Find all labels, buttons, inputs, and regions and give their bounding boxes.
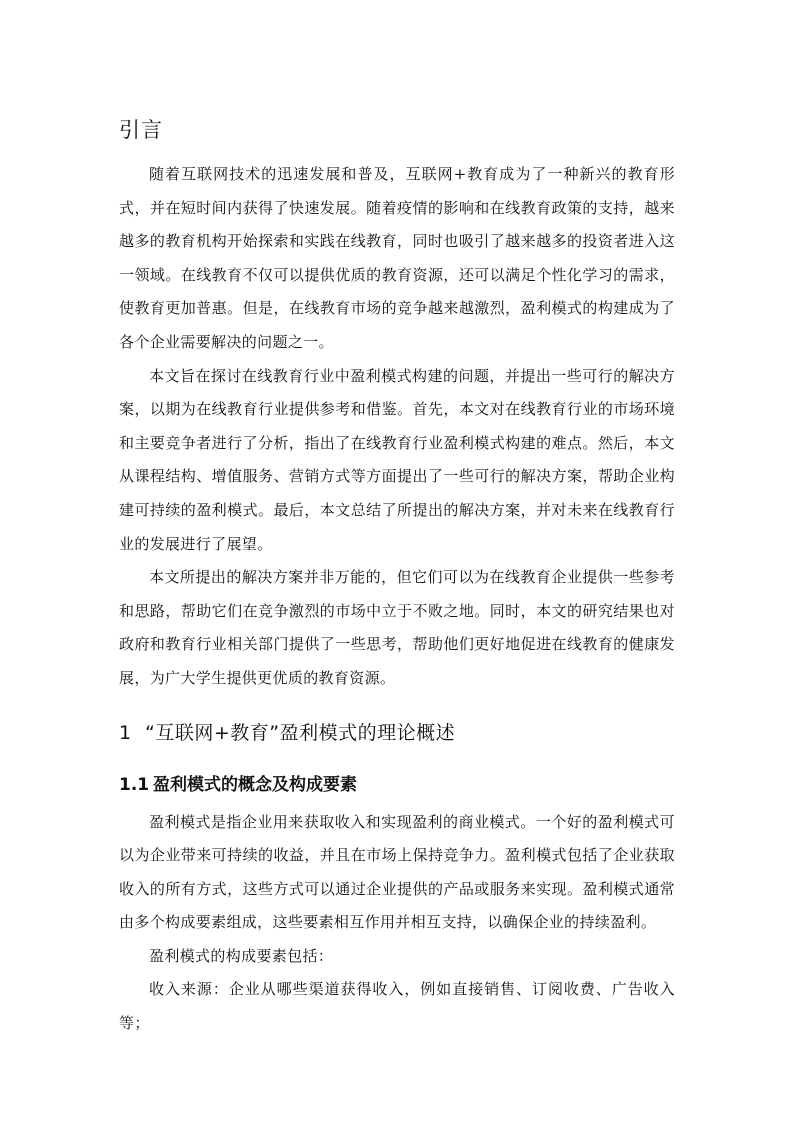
section-1-1-paragraph-3: 收入来源：企业从哪些渠道获得收入，例如直接销售、订阅收费、广告收入等；: [119, 980, 675, 1033]
intro-paragraph-1: 随着互联网技术的迅速发展和普及，互联网+教育成为了一种新兴的教育形式，并在短时间内获得了快速发展。随着疫情的影响和在线教育政策的支持，越来越多的教育机构开始探索和实践在线教育，同时也吸引了越来越多的投资者进入这一领域。在线教育不仅可以提供优质的教育资源，还可以满足个性化学习的需求，使教育更加普惠。但是，在线教育市场的竞争越来越激烈，盈利模式的构建成为了各个企业需要解决的问题之一。: [119, 165, 675, 351]
section-1-1-title: 盈利模式的概念及构成要素: [153, 774, 357, 795]
intro-paragraph-2: 本文旨在探讨在线教育行业中盈利模式构建的问题，并提出一些可行的解决方案，以期为在线教育行业提供参考和借鉴。首先，本文对在线教育行业的市场环境和主要竞争者进行了分析，指出了在线教育行业盈利模式构建的难点。然后，本文从课程结构、增值服务、营销方式等方面提出了一些可行的解决方案，帮助企业构建可持续的盈利模式。最后，本文总结了所提出的解决方案，并对未来在线教育行业的发展进行了展望。: [119, 366, 675, 553]
intro-heading: 引言: [119, 118, 163, 142]
section-1-1-heading: [119, 768, 675, 802]
section-1-number: 1: [119, 721, 132, 744]
page-content: [119, 110, 675, 1041]
intro-paragraph-3: 本文所提出的解决方案并非万能的，但它们可以为在线教育企业提供一些参考和思路，帮助它们在竞争激烈的市场中立于不败之地。同时，本文的研究结果也对政府和教育行业相关部门提供了一些思考，帮助他们更好地促进在线教育的健康发展，为广大学生提供更优质的教育资源。: [119, 568, 675, 687]
section-1-1-paragraph-2: 盈利模式的构成要素包括：: [149, 946, 334, 965]
section-1-1-number: 1.1: [119, 774, 150, 795]
section-1-1-body: [119, 806, 675, 1041]
intro-body: [119, 158, 675, 696]
section-1-title: “互联网+教育”盈利模式的理论概述: [145, 721, 456, 744]
section-1-1-paragraph-1: 盈利模式是指企业用来获取收入和实现盈利的商业模式。一个好的盈利模式可以为企业带来可持续的收益，并且在市场上保持竞争力。盈利模式包括了企业获取收入的所有方式，这些方式可以通过企业提供的产品或服务来实现。盈利模式通常由多个构成要素组成，这些要素相互作用并相互支持，以确保企业的持续盈利。: [119, 812, 675, 932]
section-1-heading: [119, 716, 675, 750]
